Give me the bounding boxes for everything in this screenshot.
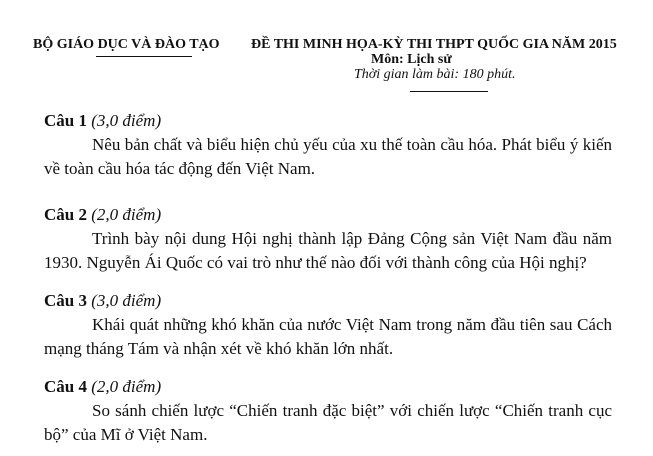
question-heading bbox=[44, 289, 612, 313]
question-text: Nêu bản chất và biểu hiện chủ yếu của xu thế toàn cầu hóa. Phát biểu ý kiến về toàn cầu hóa tác động đến Việt Nam. bbox=[44, 135, 612, 178]
question-number: Câu 2 bbox=[44, 205, 87, 224]
time-underline bbox=[410, 91, 488, 92]
question-1 bbox=[44, 109, 612, 181]
question-points: (3,0 điểm) bbox=[91, 291, 162, 310]
exam-title: ĐỀ THI MINH HỌA-KỲ THI THPT QUỐC GIA NĂM 2015 bbox=[251, 37, 617, 52]
question-text: Khái quát những khó khăn của nước Việt Nam trong năm đầu tiên sau Cách mạng tháng Tám và nhận xét về khó khăn lớn nhất. bbox=[44, 315, 612, 358]
question-4 bbox=[44, 375, 612, 447]
question-number: Câu 1 bbox=[44, 111, 87, 130]
question-heading bbox=[44, 109, 612, 133]
question-3 bbox=[44, 289, 612, 361]
exam-time-limit: Thời gian làm bài: 180 phút. bbox=[354, 67, 516, 82]
ministry-underline bbox=[96, 56, 192, 57]
exam-subject: Môn: Lịch sử bbox=[371, 52, 452, 67]
ministry-name: BỘ GIÁO DỤC VÀ ĐÀO TẠO bbox=[33, 37, 220, 52]
question-text: Trình bày nội dung Hội nghị thành lập Đảng Cộng sản Việt Nam đầu năm 1930. Nguyễn Ái Quốc có vai trò như thế nào đối với thành công của Hội nghị? bbox=[44, 229, 612, 272]
question-heading bbox=[44, 375, 612, 399]
question-number: Câu 3 bbox=[44, 291, 87, 310]
question-2 bbox=[44, 203, 612, 275]
question-heading bbox=[44, 203, 612, 227]
question-number: Câu 4 bbox=[44, 377, 87, 396]
question-text: So sánh chiến lược “Chiến tranh đặc biệt” với chiến lược “Chiến tranh cục bộ” của Mĩ ở Việt Nam. bbox=[44, 401, 612, 444]
question-points: (2,0 điểm) bbox=[91, 377, 162, 396]
question-points: (3,0 điểm) bbox=[91, 111, 162, 130]
question-points: (2,0 điểm) bbox=[91, 205, 162, 224]
